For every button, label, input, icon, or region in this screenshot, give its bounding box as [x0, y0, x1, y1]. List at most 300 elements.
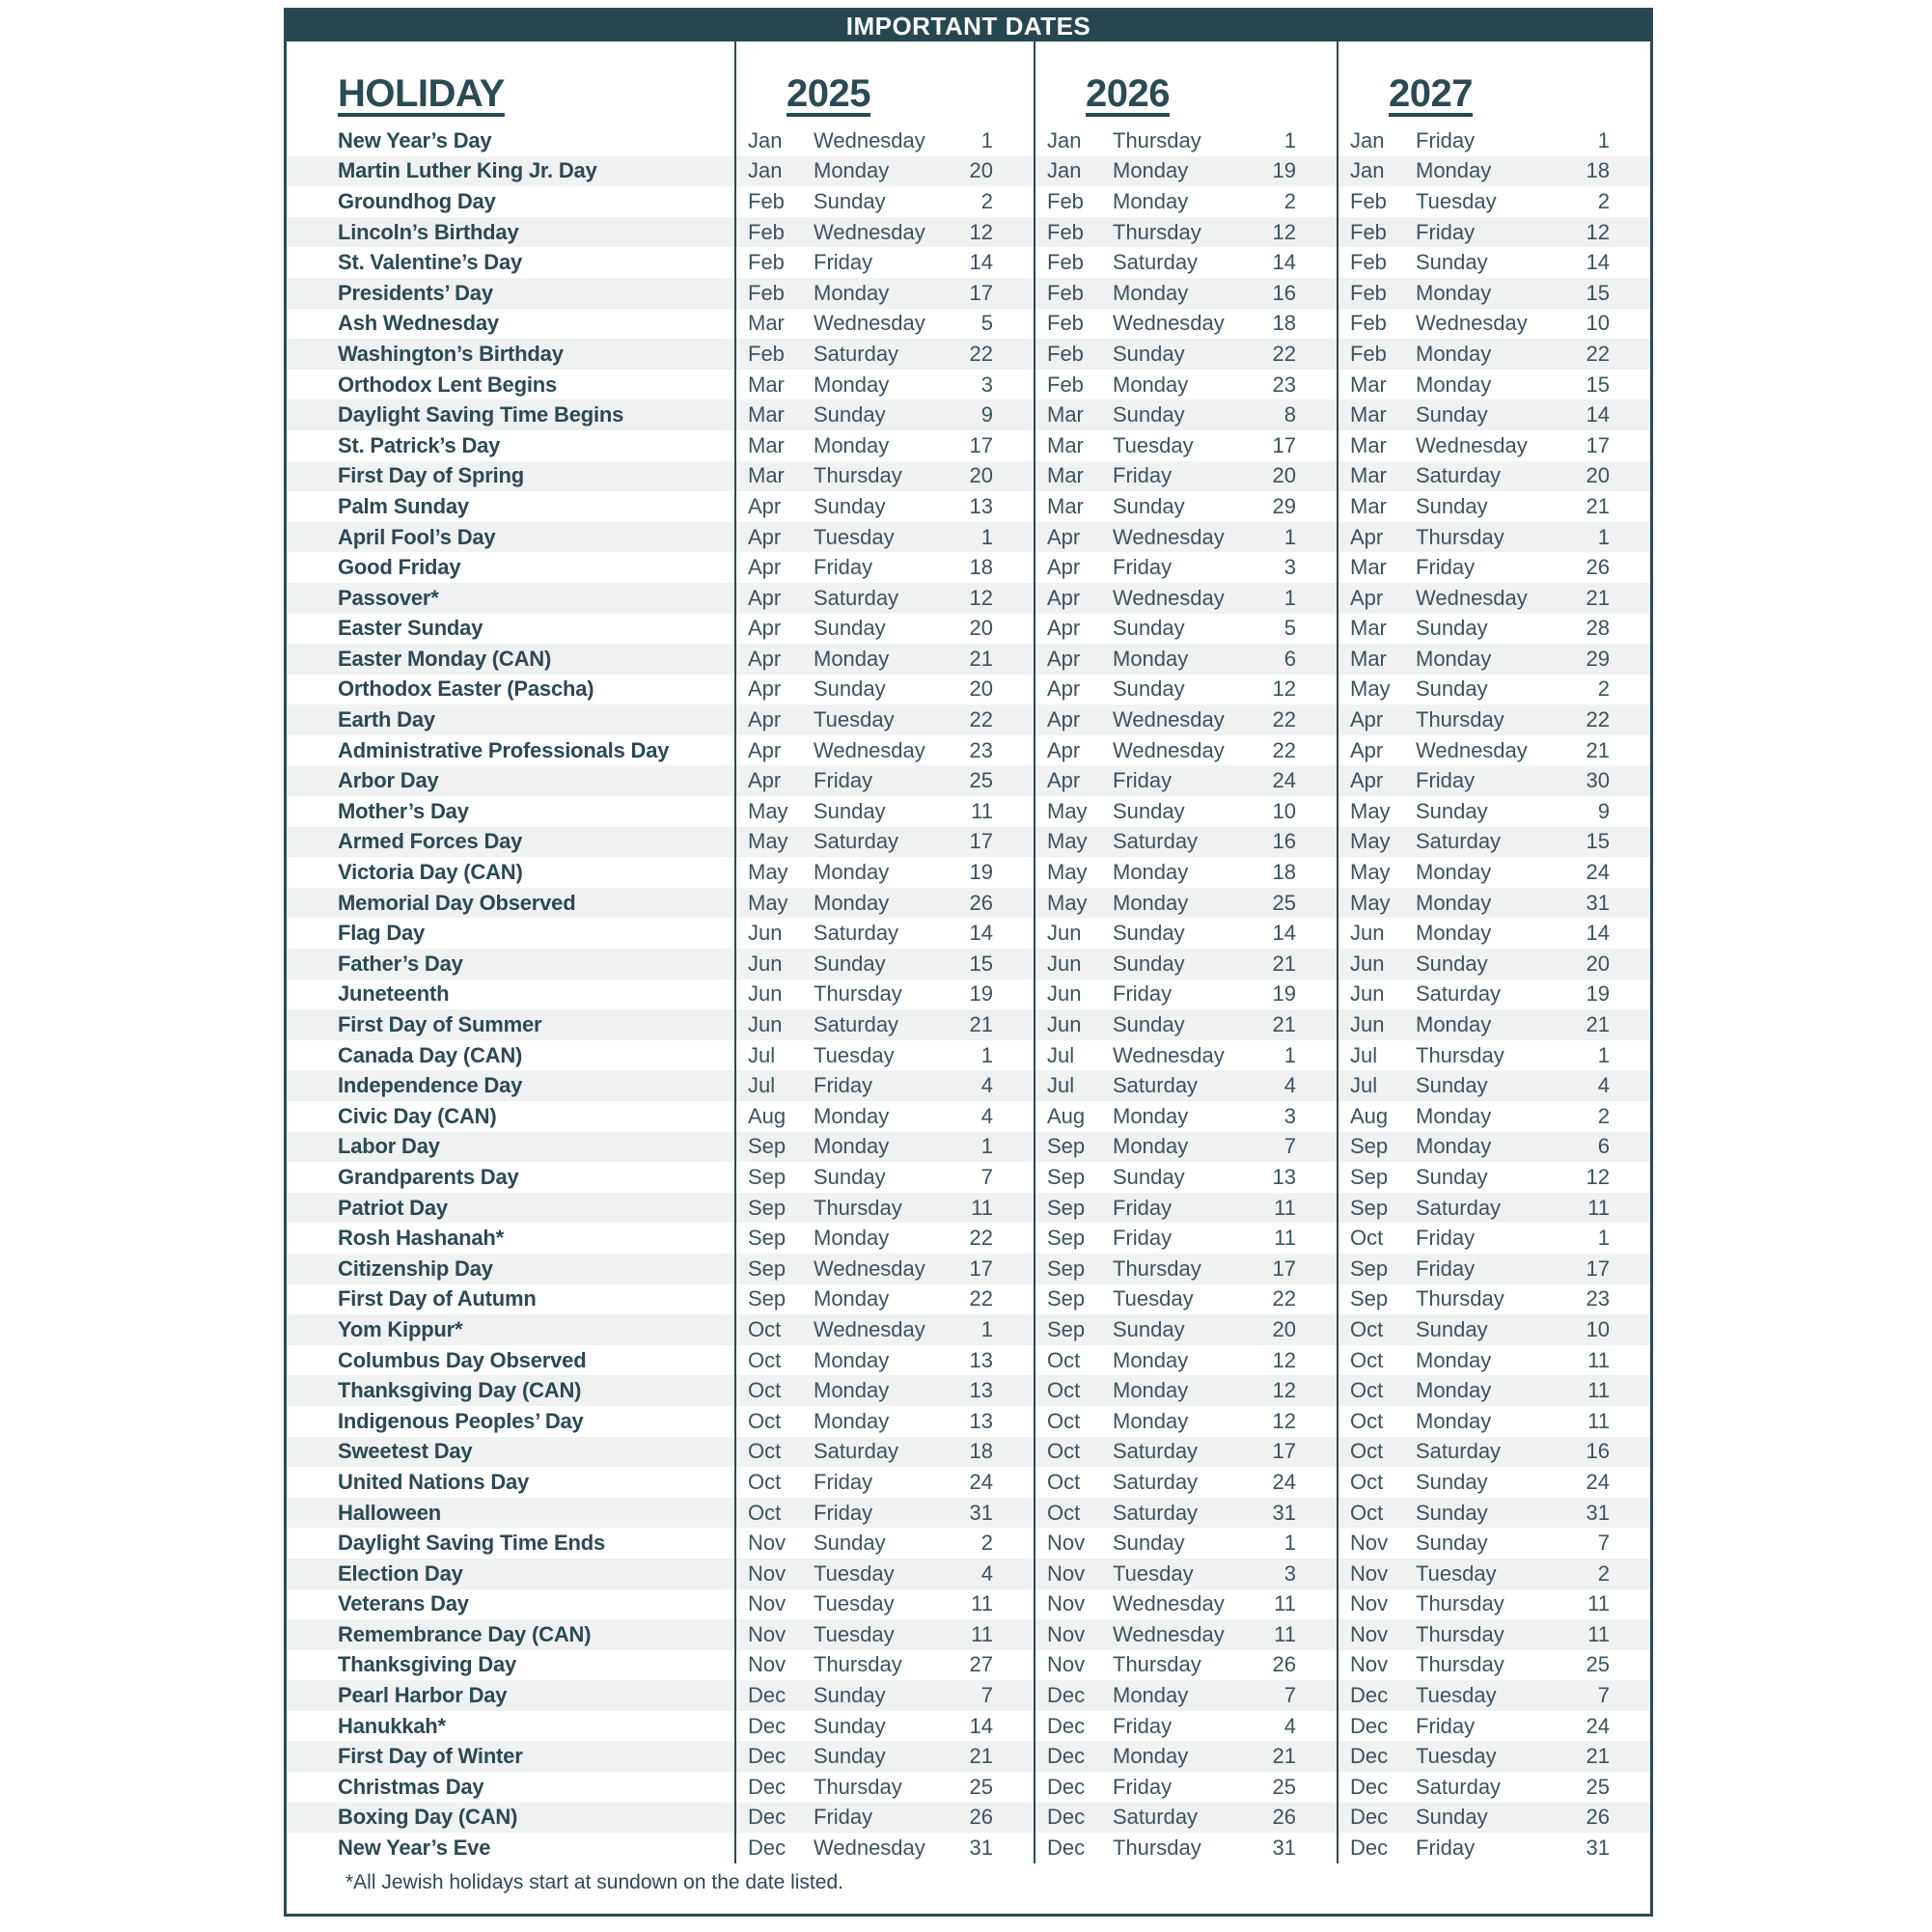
- month-label: Sep: [1350, 1134, 1389, 1159]
- table-row: [287, 765, 1650, 796]
- day-number: 16: [1272, 829, 1296, 854]
- weekday-label: Friday: [814, 1805, 873, 1830]
- weekday-label: Thursday: [814, 463, 902, 488]
- day-number: 14: [969, 250, 993, 275]
- weekday-label: Saturday: [1416, 1439, 1502, 1464]
- weekday-label: Sunday: [1113, 921, 1185, 946]
- day-number: 4: [1283, 1073, 1296, 1098]
- weekday-label: Wednesday: [1113, 1042, 1225, 1067]
- day-number: 21: [1586, 1012, 1610, 1037]
- holiday-name: Easter Monday (CAN): [338, 646, 552, 671]
- holiday-column-header-cell: [287, 41, 734, 125]
- table-row: [287, 1803, 1650, 1834]
- month-label: Oct: [1350, 1316, 1384, 1341]
- day-number: 25: [969, 1774, 993, 1799]
- day-number: 20: [969, 616, 993, 641]
- date-cell-2025: [734, 949, 1034, 980]
- day-number: 21: [1586, 737, 1610, 762]
- day-number: 24: [1272, 1469, 1296, 1494]
- table-row: [287, 430, 1650, 461]
- month-label: Feb: [1350, 341, 1387, 366]
- month-label: Jul: [748, 1073, 776, 1098]
- date-cell-2025: [734, 1559, 1034, 1589]
- holiday-name: Orthodox Easter (Pascha): [338, 676, 594, 702]
- day-number: 19: [969, 981, 993, 1007]
- date-cell-2027: [1337, 156, 1650, 187]
- day-number: 21: [969, 1012, 993, 1037]
- weekday-label: Monday: [814, 1286, 890, 1311]
- month-label: Apr: [1350, 524, 1384, 549]
- month-label: Oct: [1047, 1469, 1081, 1494]
- day-number: 1: [1597, 524, 1610, 549]
- day-number: 1: [980, 1042, 993, 1067]
- day-number: 26: [969, 890, 993, 915]
- month-label: Dec: [1047, 1835, 1086, 1861]
- month-label: Oct: [1350, 1500, 1384, 1525]
- weekday-label: Monday: [1113, 1683, 1189, 1708]
- holiday-name: Easter Sunday: [338, 616, 483, 641]
- month-label: Feb: [748, 250, 785, 275]
- month-label: May: [1047, 798, 1088, 823]
- holiday-name: Lincoln’s Birthday: [338, 219, 519, 244]
- month-label: Sep: [1350, 1256, 1389, 1281]
- holiday-name: Civic Day (CAN): [338, 1103, 497, 1128]
- weekday-label: Monday: [1416, 646, 1492, 671]
- month-label: Apr: [1047, 768, 1081, 793]
- weekday-label: Friday: [814, 768, 873, 793]
- table-row: [287, 1040, 1650, 1071]
- month-label: Mar: [1047, 493, 1084, 518]
- weekday-label: Saturday: [814, 585, 899, 610]
- weekday-label: Tuesday: [1113, 432, 1194, 457]
- year-column-header-2027: 2027: [1389, 72, 1473, 115]
- date-cell-2027: [1337, 522, 1650, 553]
- month-label: Feb: [1047, 250, 1084, 275]
- month-label: Jan: [1350, 158, 1385, 183]
- table-row: [287, 918, 1650, 949]
- table-row: [287, 614, 1650, 645]
- month-label: Oct: [1047, 1408, 1081, 1433]
- day-number: 29: [1586, 646, 1610, 671]
- day-number: 22: [1272, 341, 1296, 366]
- day-number: 1: [1283, 585, 1296, 610]
- holiday-name-cell: [287, 309, 734, 340]
- month-label: May: [748, 798, 788, 823]
- weekday-label: Wednesday: [1113, 524, 1225, 549]
- date-cell-2027: [1337, 1009, 1650, 1040]
- date-cell-2025: [734, 1650, 1034, 1681]
- day-number: 21: [1272, 951, 1296, 976]
- month-label: Nov: [748, 1531, 787, 1556]
- table-row: [287, 644, 1650, 675]
- date-cell-2025: [734, 1040, 1034, 1071]
- weekday-label: Friday: [1416, 1256, 1476, 1281]
- day-number: 6: [1283, 646, 1296, 671]
- month-label: Apr: [748, 646, 782, 671]
- date-cell-2025: [734, 888, 1034, 919]
- weekday-label: Tuesday: [814, 1560, 895, 1586]
- month-label: Nov: [748, 1652, 787, 1677]
- month-label: Dec: [748, 1713, 787, 1738]
- weekday-label: Friday: [1113, 1195, 1173, 1220]
- holiday-name: Armed Forces Day: [338, 829, 523, 854]
- month-label: Oct: [748, 1347, 782, 1372]
- month-label: Sep: [748, 1286, 787, 1311]
- month-label: Apr: [748, 585, 782, 610]
- date-cell-2027: [1337, 1193, 1650, 1224]
- table-row: [287, 796, 1650, 827]
- month-label: Nov: [1350, 1652, 1389, 1677]
- date-cell-2026: [1034, 1741, 1337, 1772]
- date-cell-2027: [1337, 735, 1650, 766]
- weekday-label: Sunday: [814, 951, 886, 976]
- month-label: Sep: [748, 1164, 787, 1189]
- date-cell-2026: [1034, 857, 1337, 888]
- holiday-name: Thanksgiving Day (CAN): [338, 1378, 582, 1403]
- day-number: 13: [969, 1347, 993, 1372]
- date-cell-2027: [1337, 552, 1650, 583]
- month-label: Apr: [748, 737, 782, 762]
- day-number: 26: [1272, 1652, 1296, 1677]
- month-label: Apr: [748, 707, 782, 732]
- date-cell-2027: [1337, 1223, 1650, 1254]
- month-label: Apr: [1047, 585, 1081, 610]
- holiday-name-cell: [287, 430, 734, 461]
- table-row: [287, 1314, 1650, 1345]
- month-label: Apr: [1047, 707, 1081, 732]
- day-number: 11: [1587, 1347, 1610, 1372]
- date-cell-2026: [1034, 1406, 1337, 1437]
- date-cell-2025: [734, 1009, 1034, 1040]
- table-row: [287, 1009, 1650, 1040]
- day-number: 1: [980, 1134, 993, 1159]
- date-cell-2026: [1034, 278, 1337, 309]
- date-cell-2026: [1034, 1559, 1337, 1589]
- table-row: [287, 1559, 1650, 1589]
- table-row: [287, 1833, 1650, 1863]
- date-cell-2026: [1034, 1040, 1337, 1071]
- holiday-name: Memorial Day Observed: [338, 890, 576, 915]
- month-label: Oct: [748, 1408, 782, 1433]
- month-label: Jun: [748, 1012, 783, 1037]
- holiday-name: Veterans Day: [338, 1591, 469, 1616]
- weekday-label: Monday: [814, 432, 890, 457]
- month-label: Mar: [1350, 432, 1387, 457]
- month-label: Dec: [1350, 1713, 1389, 1738]
- table-row: [287, 1101, 1650, 1132]
- date-cell-2027: [1337, 1406, 1650, 1437]
- weekday-label: Monday: [1416, 341, 1492, 366]
- weekday-label: Sunday: [1113, 493, 1185, 518]
- weekday-label: Sunday: [1416, 1469, 1488, 1494]
- holiday-name-cell: [287, 1314, 734, 1345]
- month-label: Jun: [748, 951, 783, 976]
- table-row: [287, 949, 1650, 980]
- day-number: 11: [971, 1591, 993, 1616]
- date-cell-2027: [1337, 1650, 1650, 1681]
- day-number: 22: [969, 341, 993, 366]
- day-number: 15: [969, 951, 993, 976]
- day-number: 11: [1587, 1195, 1610, 1220]
- weekday-label: Tuesday: [1416, 1683, 1497, 1708]
- weekday-label: Sunday: [1416, 493, 1488, 518]
- month-label: Oct: [748, 1439, 782, 1464]
- weekday-label: Sunday: [814, 1713, 886, 1738]
- holiday-name-cell: [287, 552, 734, 583]
- holiday-name: First Day of Summer: [338, 1012, 542, 1037]
- date-cell-2027: [1337, 1803, 1650, 1834]
- date-cell-2027: [1337, 1132, 1650, 1163]
- date-cell-2027: [1337, 309, 1650, 340]
- date-cell-2027: [1337, 1040, 1650, 1071]
- day-number: 12: [969, 585, 993, 610]
- day-number: 2: [1597, 1103, 1610, 1128]
- date-cell-2025: [734, 339, 1034, 370]
- weekday-label: Friday: [1113, 555, 1173, 580]
- table-row: [287, 217, 1650, 248]
- day-number: 1: [1283, 127, 1296, 152]
- date-cell-2025: [734, 1437, 1034, 1468]
- date-cell-2027: [1337, 1772, 1650, 1803]
- day-number: 12: [1272, 1408, 1296, 1433]
- holiday-name-cell: [287, 675, 734, 705]
- month-label: Jun: [1350, 921, 1385, 946]
- date-cell-2025: [734, 522, 1034, 553]
- day-number: 12: [1272, 219, 1296, 244]
- date-cell-2025: [734, 765, 1034, 796]
- holiday-name-cell: [287, 522, 734, 553]
- weekday-label: Monday: [1113, 646, 1189, 671]
- day-number: 12: [1272, 676, 1296, 702]
- month-label: Dec: [748, 1744, 787, 1769]
- holiday-name-cell: [287, 1650, 734, 1681]
- date-cell-2025: [734, 796, 1034, 827]
- date-cell-2026: [1034, 704, 1337, 735]
- weekday-label: Sunday: [1416, 1164, 1488, 1189]
- weekday-label: Friday: [1416, 1835, 1476, 1861]
- date-cell-2026: [1034, 339, 1337, 370]
- holiday-name: Palm Sunday: [338, 493, 469, 518]
- date-cell-2026: [1034, 1132, 1337, 1163]
- weekday-label: Thursday: [1416, 1591, 1504, 1616]
- day-number: 17: [1272, 1439, 1296, 1464]
- weekday-label: Sunday: [1416, 1073, 1488, 1098]
- month-label: Feb: [1047, 280, 1084, 305]
- month-label: Jun: [1350, 981, 1385, 1007]
- month-label: Oct: [1350, 1439, 1384, 1464]
- holiday-name: Halloween: [338, 1500, 442, 1525]
- weekday-label: Wednesday: [1113, 585, 1225, 610]
- table-row: [287, 1406, 1650, 1437]
- date-cell-2025: [734, 1528, 1034, 1559]
- weekday-label: Tuesday: [1113, 1286, 1194, 1311]
- date-cell-2027: [1337, 1070, 1650, 1101]
- day-number: 3: [1283, 1560, 1296, 1586]
- date-cell-2027: [1337, 247, 1650, 278]
- holiday-name-cell: [287, 1711, 734, 1742]
- table-row: [287, 1619, 1650, 1650]
- weekday-label: Tuesday: [814, 524, 895, 549]
- date-cell-2026: [1034, 1162, 1337, 1193]
- date-cell-2025: [734, 735, 1034, 766]
- day-number: 25: [1272, 890, 1296, 915]
- table-row: [287, 1193, 1650, 1224]
- holiday-name: Administrative Professionals Day: [338, 737, 670, 762]
- date-cell-2027: [1337, 430, 1650, 461]
- holiday-name-cell: [287, 1833, 734, 1863]
- weekday-label: Monday: [1416, 1347, 1492, 1372]
- month-label: Mar: [1350, 616, 1387, 641]
- month-label: Dec: [1350, 1805, 1389, 1830]
- day-number: 22: [969, 707, 993, 732]
- weekday-label: Monday: [814, 1226, 890, 1251]
- holiday-name-cell: [287, 1528, 734, 1559]
- month-label: Sep: [1047, 1226, 1086, 1251]
- month-label: Apr: [1047, 737, 1081, 762]
- weekday-label: Monday: [1113, 1134, 1189, 1159]
- weekday-label: Thursday: [1113, 1835, 1201, 1861]
- footnote: *All Jewish holidays start at sundown on the date listed.: [345, 1870, 843, 1893]
- weekday-label: Saturday: [1113, 829, 1199, 854]
- month-label: Aug: [748, 1103, 787, 1128]
- day-number: 11: [1274, 1621, 1296, 1646]
- month-label: Jul: [1047, 1042, 1075, 1067]
- weekday-label: Monday: [1113, 372, 1189, 397]
- day-number: 7: [1597, 1531, 1610, 1556]
- date-cell-2025: [734, 1101, 1034, 1132]
- day-number: 14: [1586, 250, 1610, 275]
- month-label: Apr: [748, 493, 782, 518]
- month-label: Apr: [1047, 524, 1081, 549]
- day-number: 31: [1586, 890, 1610, 915]
- holiday-name-cell: [287, 1162, 734, 1193]
- day-number: 18: [1586, 158, 1610, 183]
- date-cell-2026: [1034, 675, 1337, 705]
- day-number: 2: [1597, 676, 1610, 702]
- weekday-label: Sunday: [1113, 1164, 1185, 1189]
- month-label: Mar: [1350, 555, 1387, 580]
- day-number: 24: [969, 1469, 993, 1494]
- day-number: 8: [1283, 402, 1296, 428]
- date-cell-2026: [1034, 888, 1337, 919]
- holiday-name-cell: [287, 1040, 734, 1071]
- month-label: Mar: [1350, 463, 1387, 488]
- month-label: Jul: [1350, 1042, 1378, 1067]
- holiday-name: Hanukkah*: [338, 1713, 446, 1738]
- holiday-name-cell: [287, 1132, 734, 1163]
- weekday-label: Tuesday: [814, 1591, 895, 1616]
- date-cell-2026: [1034, 1772, 1337, 1803]
- day-number: 20: [1586, 463, 1610, 488]
- month-label: Mar: [1350, 402, 1387, 428]
- holiday-name-cell: [287, 1193, 734, 1224]
- day-number: 4: [980, 1560, 993, 1586]
- holiday-name: Passover*: [338, 585, 439, 610]
- holiday-name: St. Patrick’s Day: [338, 432, 501, 457]
- holiday-name-cell: [287, 1498, 734, 1529]
- weekday-label: Monday: [1113, 188, 1189, 213]
- weekday-label: Sunday: [1113, 1012, 1185, 1037]
- holiday-name: Martin Luther King Jr. Day: [338, 158, 597, 183]
- date-cell-2027: [1337, 980, 1650, 1010]
- weekday-label: Saturday: [1416, 463, 1502, 488]
- date-cell-2026: [1034, 1193, 1337, 1224]
- date-cell-2025: [734, 1467, 1034, 1498]
- day-number: 1: [1283, 1042, 1296, 1067]
- day-number: 17: [969, 829, 993, 854]
- date-cell-2027: [1337, 949, 1650, 980]
- month-label: Dec: [1350, 1774, 1389, 1799]
- day-number: 21: [1586, 585, 1610, 610]
- date-cell-2026: [1034, 1528, 1337, 1559]
- holiday-name-cell: [287, 827, 734, 858]
- holiday-name-cell: [287, 1254, 734, 1284]
- month-label: Feb: [1350, 280, 1387, 305]
- weekday-label: Monday: [1416, 1378, 1492, 1403]
- day-number: 22: [1272, 707, 1296, 732]
- date-cell-2027: [1337, 644, 1650, 675]
- holiday-name: Daylight Saving Time Ends: [338, 1531, 605, 1556]
- important-dates-table: [284, 8, 1653, 1917]
- date-cell-2027: [1337, 1467, 1650, 1498]
- table-row: [287, 461, 1650, 492]
- weekday-label: Monday: [814, 646, 890, 671]
- day-number: 1: [1283, 524, 1296, 549]
- date-cell-2026: [1034, 552, 1337, 583]
- date-cell-2027: [1337, 1162, 1650, 1193]
- weekday-label: Sunday: [1416, 1805, 1488, 1830]
- weekday-label: Monday: [814, 860, 890, 885]
- holiday-name-cell: [287, 186, 734, 217]
- weekday-label: Sunday: [814, 493, 886, 518]
- holiday-name-cell: [287, 614, 734, 645]
- holiday-name-cell: [287, 888, 734, 919]
- day-number: 11: [1587, 1621, 1610, 1646]
- weekday-label: Sunday: [1113, 402, 1185, 428]
- holiday-name: Victoria Day (CAN): [338, 860, 523, 885]
- day-number: 20: [969, 676, 993, 702]
- month-label: Dec: [748, 1805, 787, 1830]
- weekday-label: Saturday: [814, 921, 899, 946]
- day-number: 25: [1586, 1652, 1610, 1677]
- weekday-label: Sunday: [1416, 676, 1488, 702]
- month-label: Jun: [1047, 1012, 1082, 1037]
- day-number: 17: [969, 280, 993, 305]
- weekday-label: Thursday: [1416, 1042, 1504, 1067]
- holiday-name: Indigenous Peoples’ Day: [338, 1408, 584, 1433]
- table-row: [287, 1284, 1650, 1315]
- holiday-name-cell: [287, 1284, 734, 1315]
- month-label: Sep: [1047, 1256, 1086, 1281]
- day-number: 21: [1586, 1744, 1610, 1769]
- year-column-header-cell-2027: [1337, 41, 1650, 125]
- month-label: Sep: [1047, 1195, 1086, 1220]
- month-label: Oct: [1350, 1226, 1384, 1251]
- month-label: Jan: [748, 158, 783, 183]
- month-label: Oct: [748, 1316, 782, 1341]
- weekday-label: Sunday: [814, 188, 886, 213]
- month-label: Sep: [1047, 1134, 1086, 1159]
- month-label: Nov: [1047, 1560, 1086, 1586]
- date-cell-2027: [1337, 827, 1650, 858]
- date-cell-2026: [1034, 644, 1337, 675]
- day-number: 3: [1283, 1103, 1296, 1128]
- holiday-name-cell: [287, 1437, 734, 1468]
- month-label: Nov: [1350, 1560, 1389, 1586]
- day-number: 12: [1586, 219, 1610, 244]
- weekday-label: Friday: [814, 555, 873, 580]
- day-number: 7: [1597, 1683, 1610, 1708]
